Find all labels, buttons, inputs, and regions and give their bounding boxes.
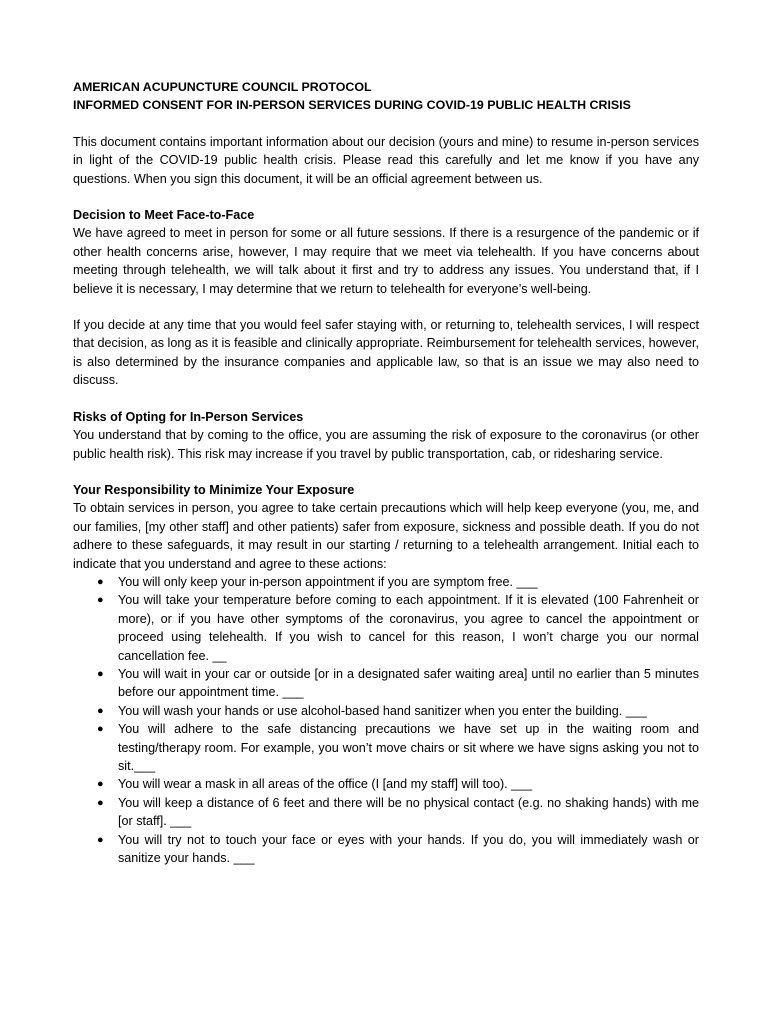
list-item <box>73 794 699 831</box>
list-item-text: You will keep a distance of 6 feet and there will be no physical contact (e.g. no shaking hands) with me [or staff]. ___ <box>118 795 699 829</box>
document-header <box>73 78 699 115</box>
list-item-text: You will try not to touch your face or eyes with your hands. If you do, you will immediately wash or sanitize your hands. ___ <box>118 832 699 866</box>
list-item <box>73 591 699 665</box>
document-subtitle: INFORMED CONSENT FOR IN-PERSON SERVICES DURING COVID-19 PUBLIC HEALTH CRISIS <box>73 98 631 113</box>
bullet-icon: ● <box>97 704 104 717</box>
list-item-text: You will only keep your in-person appointment if you are symptom free. ___ <box>118 574 538 589</box>
bullet-icon: ● <box>97 723 104 736</box>
telehealth-preference-section <box>73 316 699 390</box>
list-item-text: You will wear a mask in all areas of the office (I [and my staff] will too). ___ <box>118 777 533 792</box>
telehealth-paragraph: If you decide at any time that you would feel safer staying with, or returning to, telehealth services, I will respect that decision, as long as it is feasible and clinically appropriate. Reimbursement for telehealth services, however, is also determined by the insurance companies and applicable law, so that is an issue we may also need to discuss. <box>73 318 699 388</box>
list-item <box>73 702 699 720</box>
intro-paragraph: This document contains important information about our decision (yours and mine) to resume in-person services in light of the COVID-19 public health crisis. Please read this carefully and let me know if you have any questions. When you sign this document, it will be an official agreement between us. <box>73 134 699 186</box>
list-item <box>73 831 699 868</box>
bullet-icon: ● <box>97 667 104 680</box>
list-item-text: You will take your temperature before coming to each appointment. If it is elevated (100 Fahrenheit or more), or if you have other symptoms of the coronavirus, you agree to cancel the appointment or proceed using telehealth. If you wish to cancel for this reason, I won’t charge you our normal cancellation fee. __ <box>118 593 699 663</box>
bullet-icon: ● <box>97 575 104 588</box>
document-title: AMERICAN ACUPUNCTURE COUNCIL PROTOCOL <box>73 80 372 94</box>
list-item <box>73 573 699 591</box>
responsibility-paragraph: To obtain services in person, you agree to take certain precautions which will help keep everyone (you, me, and our families, [my other staff] and other patients) safer from exposure, sickness and possible death. If you do not adhere to these safeguards, it may result in our starting / returning to a telehealth arrangement. Initial each to indicate that you understand and agree to these actions: <box>73 501 699 571</box>
responsibility-section <box>73 481 699 868</box>
risks-heading: Risks of Opting for In-Person Services <box>73 409 304 424</box>
list-item <box>73 665 699 702</box>
list-item <box>73 775 699 793</box>
risks-section <box>73 408 699 463</box>
bullet-icon: ● <box>97 833 104 846</box>
bullet-icon: ● <box>97 778 104 791</box>
bullet-icon: ● <box>97 796 104 809</box>
decision-heading: Decision to Meet Face-to-Face <box>73 208 255 223</box>
bullet-icon: ● <box>97 594 104 607</box>
responsibility-heading: Your Responsibility to Minimize Your Exposure <box>73 482 355 497</box>
list-item-text: You will wash your hands or use alcohol-based hand sanitizer when you enter the building. ___ <box>118 703 647 718</box>
list-item-text: You will wait in your car or outside [or in a designated safer waiting area] until no earlier than 5 minutes before our appointment time. ___ <box>118 666 699 700</box>
decision-paragraph: We have agreed to meet in person for some or all future sessions. If there is a resurgence of the pandemic or if other health concerns arise, however, I may require that we meet via telehealth. If you have concerns about meeting through telehealth, we will talk about it first and try to address any issues. You understand that, if I believe it is necessary, I may determine that we return to telehealth for everyone’s well-being. <box>73 226 699 296</box>
precautions-list <box>73 573 699 868</box>
list-item <box>73 720 699 775</box>
list-item-text: You will adhere to the safe distancing precautions we have set up in the waiting room and testing/therapy room. For example, you won’t move chairs or sit where we have signs asking you not to sit.___ <box>118 722 699 773</box>
risks-paragraph: You understand that by coming to the office, you are assuming the risk of exposure to the coronavirus (or other public health risk). This risk may increase if you travel by public transportation, cab, or ridesharing service. <box>73 428 699 461</box>
decision-section <box>73 206 699 298</box>
